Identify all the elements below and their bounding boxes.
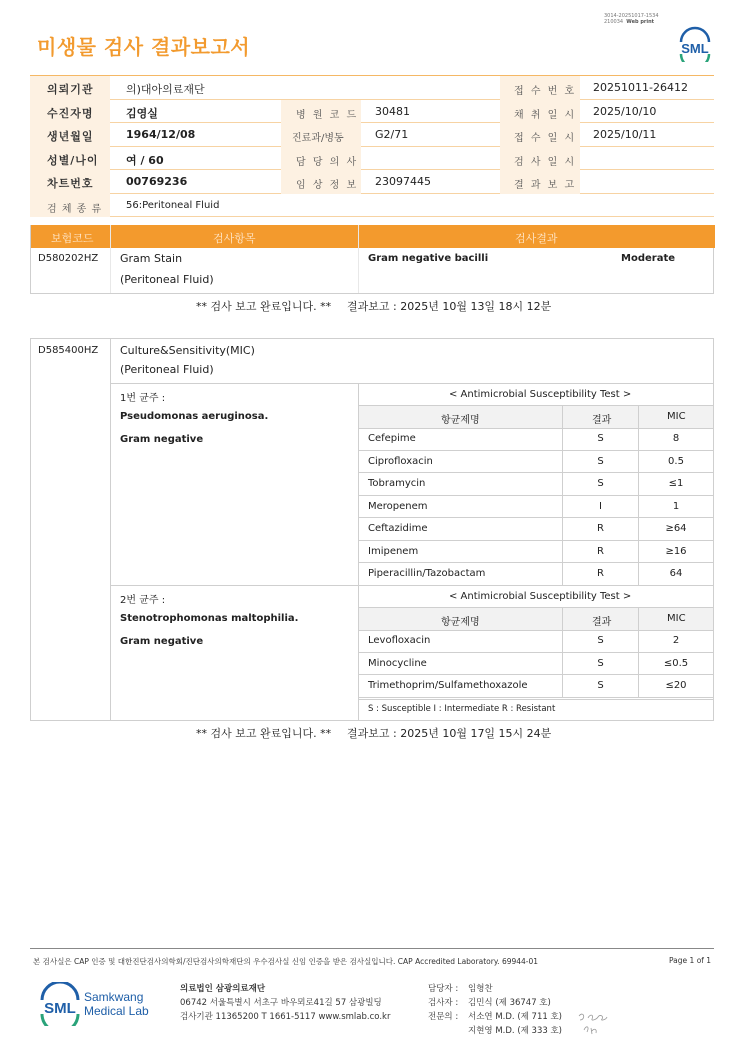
culture-table (30, 338, 714, 721)
organism-2-gram: Gram negative (120, 636, 204, 647)
culture-item-name: Culture&Sensitivity(MIC) (120, 344, 255, 357)
requester-label: 의뢰기관 (47, 83, 94, 96)
col-test-item: 검사항목 (213, 232, 256, 245)
ast-col-result-2: 결과 (592, 617, 612, 628)
receipt-no-label: 접 수 번 호 (514, 86, 577, 97)
ast-title-2: < Antimicrobial Susceptibility Test > (449, 591, 632, 602)
gram-code: D580202HZ (38, 253, 99, 264)
hospital-code-value: 30481 (375, 104, 410, 118)
org-name: 의료법인 삼광의료재단 (180, 984, 266, 994)
ast-mic: ≥16 (665, 545, 687, 557)
test-date-label: 검 사 일 시 (514, 156, 577, 168)
receipt-no-value: 20251011-26412 (593, 81, 688, 94)
footer-divider (30, 948, 714, 949)
organism-1-label: 1번 균주 : (120, 393, 166, 404)
ast-mic: 8 (672, 433, 680, 444)
ast-row (358, 653, 713, 676)
ast-title-1: < Antimicrobial Susceptibility Test > (449, 389, 632, 400)
staff-1: 임형찬 (468, 984, 493, 994)
ast-header-2 (359, 608, 713, 630)
gram-result: Gram negative bacilli (368, 253, 489, 264)
staff-4: 지현영 M.D. (제 333 호) (468, 1026, 563, 1036)
ast-row (358, 473, 713, 496)
gram-grade: Moderate (621, 253, 676, 264)
org-address: 06742 서울특별시 서초구 바우뫼로41길 57 삼광빌딩 (180, 998, 382, 1008)
ast-result: R (597, 523, 604, 534)
ast-mic: 2 (672, 635, 680, 646)
ast-row (358, 451, 713, 474)
result-table-header (31, 225, 715, 248)
ast-row (358, 518, 713, 541)
collect-date-label: 채 취 일 시 (514, 109, 577, 121)
collect-date-value: 2025/10/10 (593, 104, 657, 118)
ast-result: I (599, 500, 602, 512)
patient-row-5 (30, 170, 714, 194)
ast-col-drug-2: 항균제명 (441, 617, 480, 628)
gram-report-note: ** 검사 보고 완료입니다. ** (196, 300, 332, 313)
ast-mic: 0.5 (668, 455, 684, 467)
ast-drug-name: Meropenem (368, 500, 428, 512)
patient-row-2 (30, 100, 714, 124)
specimen-value: 56:Peritoneal Fluid (126, 199, 220, 211)
ast-drug-name: Tobramycin (368, 478, 426, 489)
col-insurance-code: 보험코드 (51, 232, 94, 245)
org-contact: 검사기관 11365200 T 1661-5117 www.smlab.co.kr (180, 1012, 391, 1022)
clinical-label: 임 상 정 보 (296, 180, 359, 191)
ast-drug-name: Cefepime (368, 433, 416, 444)
report-title: 미생물 검사 결과보고서 (37, 35, 251, 59)
col-test-result: 검사결과 (515, 232, 558, 245)
ast-result: S (597, 455, 604, 467)
ast-result: S (597, 433, 604, 444)
staff-2-label: 검사자 : (428, 998, 459, 1008)
ast-col-drug-1: 항균제명 (441, 415, 480, 426)
ast-drug-name: Ciprofloxacin (368, 455, 433, 467)
ast-drug-name: Imipenem (368, 545, 419, 557)
staff-2: 김민식 (제 36747 호) (468, 998, 551, 1008)
sex-age-value: 여 / 60 (126, 153, 164, 167)
patient-row-4 (30, 147, 714, 171)
cap-accreditation-note: 본 검사실은 CAP 인증 및 대한진단검사의학회/진단검사의학재단의 우수검사실 신임 인증을 받은 검사실입니다. CAP Accredited Laboratory. 69944-01 (33, 957, 539, 966)
ast-mic: ≤20 (665, 680, 687, 691)
ast-col-mic-2: MIC (667, 613, 686, 624)
ast-drug-name: Minocycline (368, 657, 427, 669)
ast-row (358, 496, 713, 519)
patient-info (30, 75, 714, 217)
ast-header-1 (359, 406, 713, 428)
sex-age-label: 성별/나이 (47, 153, 99, 167)
page-number: Page 1 of 1 (669, 956, 712, 965)
ast-drug-name: Piperacillin/Tazobactam (368, 568, 486, 579)
ast-row (358, 563, 713, 586)
sml-logo-icon (675, 26, 715, 62)
culture-report-time: 결과보고 : 2025년 10월 17일 15시 24분 (347, 727, 552, 740)
staff-3: 서소연 M.D. (제 711 호) (468, 1012, 563, 1022)
ast-result: R (597, 545, 604, 557)
staff-3-label: 전문의 : (428, 1012, 459, 1022)
ast-result: S (597, 680, 604, 691)
gram-item-specimen: (Peritoneal Fluid) (120, 273, 214, 286)
name-label: 수진자명 (47, 106, 94, 120)
staff-1-label: 담당자 : (428, 984, 459, 994)
organism-1-name: Pseudomonas aeruginosa. (120, 411, 269, 422)
requester-value: 의)대아의료재단 (126, 83, 205, 96)
patient-row-3 (30, 123, 714, 147)
chart-no-value: 00769236 (126, 175, 188, 188)
logo-line-2: Medical Lab (84, 1004, 149, 1018)
organism-2-label: 2번 균주 : (120, 595, 166, 606)
organism-2-name: Stenotrophomonas maltophilia. (120, 613, 299, 624)
ast-row (358, 541, 713, 564)
logo-text: SML (681, 41, 709, 56)
culture-item-specimen: (Peritoneal Fluid) (120, 363, 214, 376)
dob-value: 1964/12/08 (126, 128, 196, 141)
ast-row (358, 675, 713, 698)
svg-text:SML: SML (44, 1000, 76, 1017)
ast-drug-name: Levofloxacin (368, 635, 431, 646)
ast-result: R (597, 568, 604, 579)
name-value: 김영실 (126, 106, 158, 120)
ast-row (358, 630, 713, 653)
logo-line-1: Samkwang (84, 990, 144, 1004)
chart-no-label: 차트번호 (47, 177, 94, 190)
ast-drug-name: Ceftazidime (368, 523, 428, 534)
specimen-label: 검 체 종 류 (47, 203, 103, 215)
ast-mic: 64 (669, 568, 683, 579)
ast-col-result-1: 결과 (592, 415, 612, 426)
sml-footer-logo-icon (36, 982, 84, 1026)
dob-label: 생년월일 (47, 130, 94, 143)
report-label: 결 과 보 고 (514, 180, 577, 191)
ast-row (358, 428, 713, 451)
dept-label: 진료과/병동 (292, 133, 344, 144)
gram-report-time: 결과보고 : 2025년 10월 13일 18시 12분 (347, 300, 552, 313)
signature-image (576, 1008, 610, 1038)
document-code: 3014-20251017-1534 210034 Web print (604, 13, 659, 25)
ast-col-mic-1: MIC (667, 411, 686, 422)
patient-row-1 (30, 76, 714, 100)
patient-row-6 (30, 194, 714, 218)
ast-mic: ≤1 (668, 478, 684, 489)
receive-date-label: 접 수 일 시 (514, 133, 577, 144)
gram-stain-table (30, 225, 714, 294)
ast-mic: ≤0.5 (663, 657, 689, 669)
receive-date-value: 2025/10/11 (593, 128, 657, 141)
clinical-value: 23097445 (375, 175, 431, 188)
ast-drug-name: Trimethoprim/Sulfamethoxazole (368, 680, 528, 691)
ast-result: S (597, 478, 604, 489)
ast-result: S (597, 657, 604, 669)
hospital-code-label: 병 원 코 드 (296, 109, 359, 121)
culture-report-note: ** 검사 보고 완료입니다. ** (196, 727, 332, 740)
dept-value: G2/71 (375, 128, 409, 141)
culture-code: D585400HZ (38, 345, 99, 356)
organism-1-gram: Gram negative (120, 434, 204, 445)
ast-result: S (597, 635, 604, 646)
doctor-label: 담 당 의 사 (296, 156, 359, 168)
ast-mic: ≥64 (665, 523, 687, 534)
gram-item-name: Gram Stain (120, 252, 183, 265)
samkwang-logo (36, 982, 166, 1026)
ast-legend: S : Susceptible I : Intermediate R : Resistant (368, 704, 556, 714)
ast-mic: 1 (672, 500, 680, 512)
